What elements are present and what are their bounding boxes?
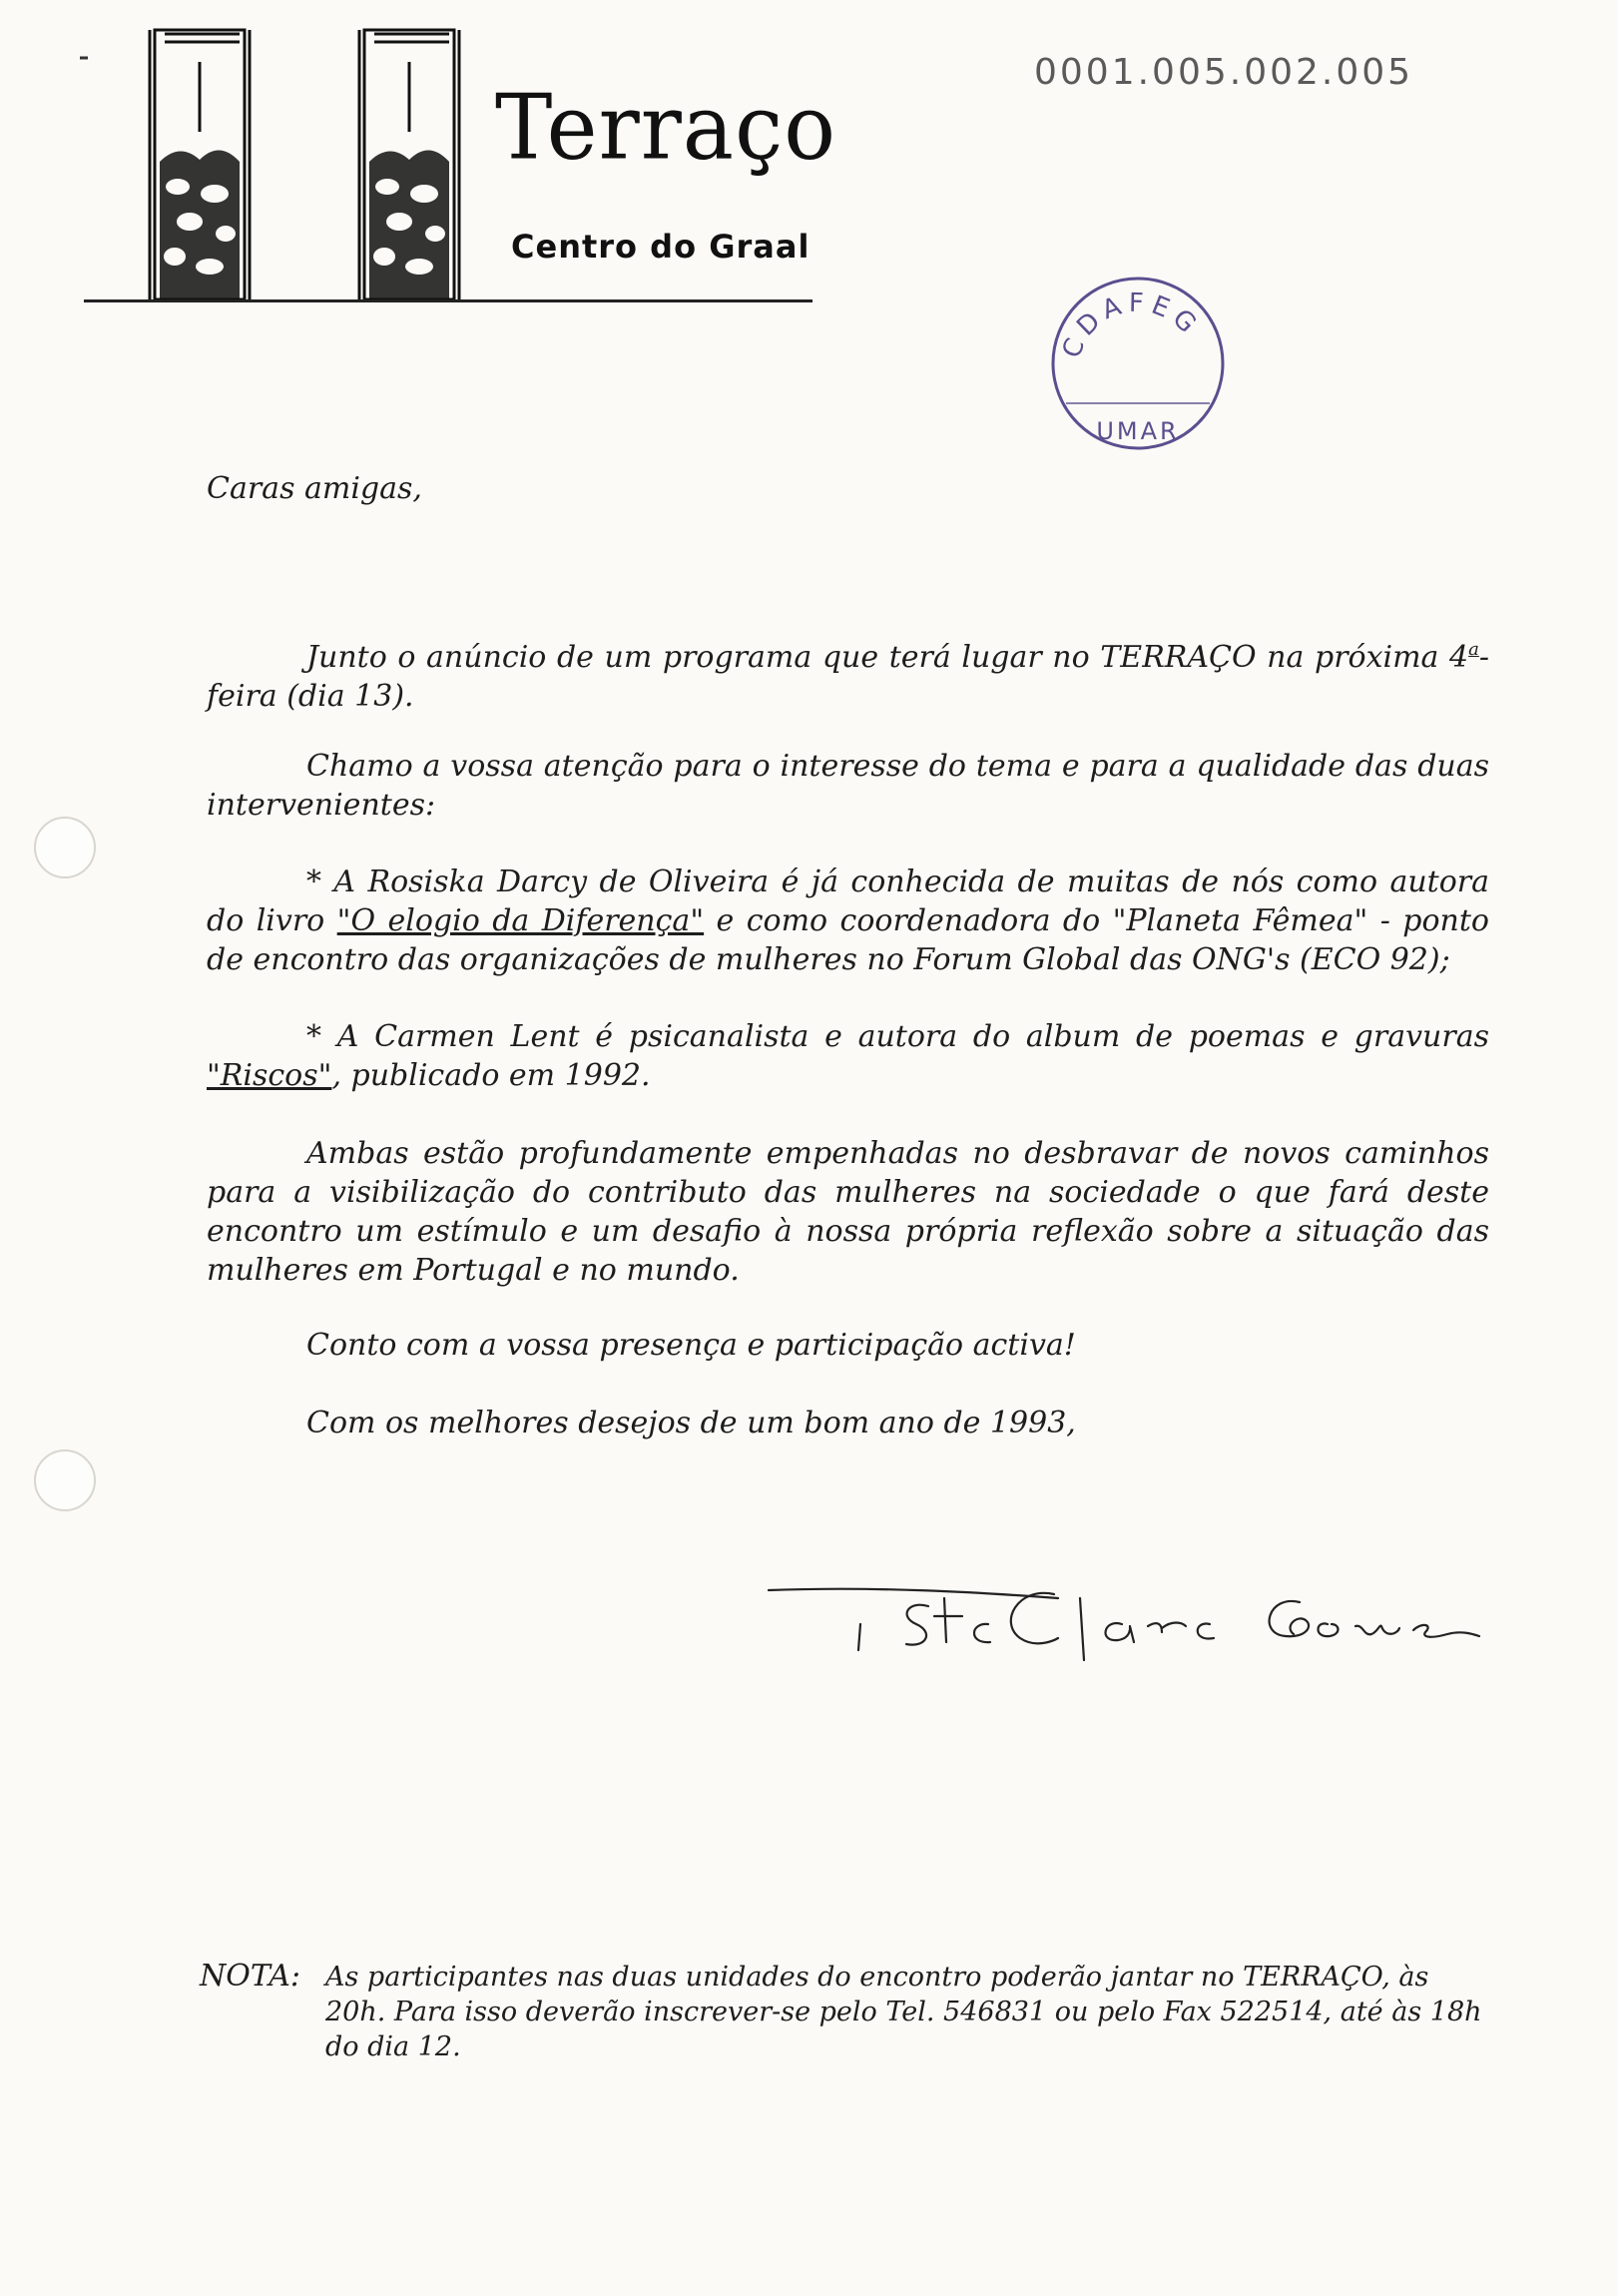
- archive-code: 0001.005.002.005: [1034, 52, 1414, 93]
- paragraph-attention: Chamo a vossa atenção para o interesse do tema e para a qualidade das duas intervenientes:: [207, 749, 1489, 823]
- note-text: As participantes nas duas unidades do encontro poderão jantar no TERRAÇO, às 20h. Para isso deverão inscrever-se pelo Tel. 546831 ou pelo Fax 522514, até às 18h do dia 12.: [325, 1962, 1482, 2062]
- paragraph-rosiska: [207, 862, 1489, 979]
- salutation: Caras amigas,: [207, 471, 422, 506]
- paragraph-carmen: [207, 1017, 1489, 1095]
- handwritten-signature: [759, 1572, 1487, 1682]
- announcement-text: Junto o anúncio de um programa que terá lugar no TERRAÇO na próxima 4: [306, 640, 1469, 675]
- paragraph-invitation: Conto com a vossa presença e participação activa!: [306, 1328, 1076, 1363]
- cdafeg-umar-stamp: [1038, 272, 1238, 461]
- rosiska-intro: * A Rosiska Darcy de Oliveira é já conhecida de muitas de nós como autora do livro: [207, 864, 1489, 938]
- brand-name: Terraço: [495, 75, 837, 181]
- announcement-date: -feira (dia 13).: [207, 640, 1489, 714]
- stamp-bottom-text: UMAR: [1096, 417, 1180, 445]
- note-label: NOTA:: [200, 1959, 300, 1994]
- punch-hole-lower: [34, 1449, 96, 1511]
- ordinal-indicator: a: [1468, 639, 1479, 660]
- note: [200, 1959, 1492, 2064]
- rosiska-rest: e como coordenadora do "Planeta Fêmea" - ponto de encontro das organizações de mulheres no Forum Global das ONG's (ECO 92);: [207, 903, 1489, 977]
- letterhead-rule: [84, 299, 812, 302]
- paragraph-both: Ambas estão profundamente empenhadas no desbravar de novos caminhos para a visibilização do contributo das mulheres na sociedade o que fará deste encontro um estímulo e um desafio à nossa própria reflexão sobre a situação das mulheres em Portugal e no mundo.: [207, 1136, 1489, 1288]
- carmen-intro: * A Carmen Lent é psicanalista e autora do album de poemas e gravuras: [306, 1019, 1489, 1054]
- punch-hole-upper: [34, 817, 96, 878]
- carmen-rest: , publicado em 1992.: [331, 1058, 651, 1093]
- paragraph-announcement: [207, 630, 1489, 716]
- brand-subtitle: Centro do Graal: [511, 228, 810, 266]
- book-title-elogio: "O elogio da Diferença": [336, 903, 705, 938]
- stamp-top-text: CDAFEG: [1056, 287, 1207, 363]
- paragraph-wishes: Com os melhores desejos de um bom ano de 1993,: [306, 1406, 1076, 1440]
- album-title-riscos: "Riscos": [207, 1058, 332, 1093]
